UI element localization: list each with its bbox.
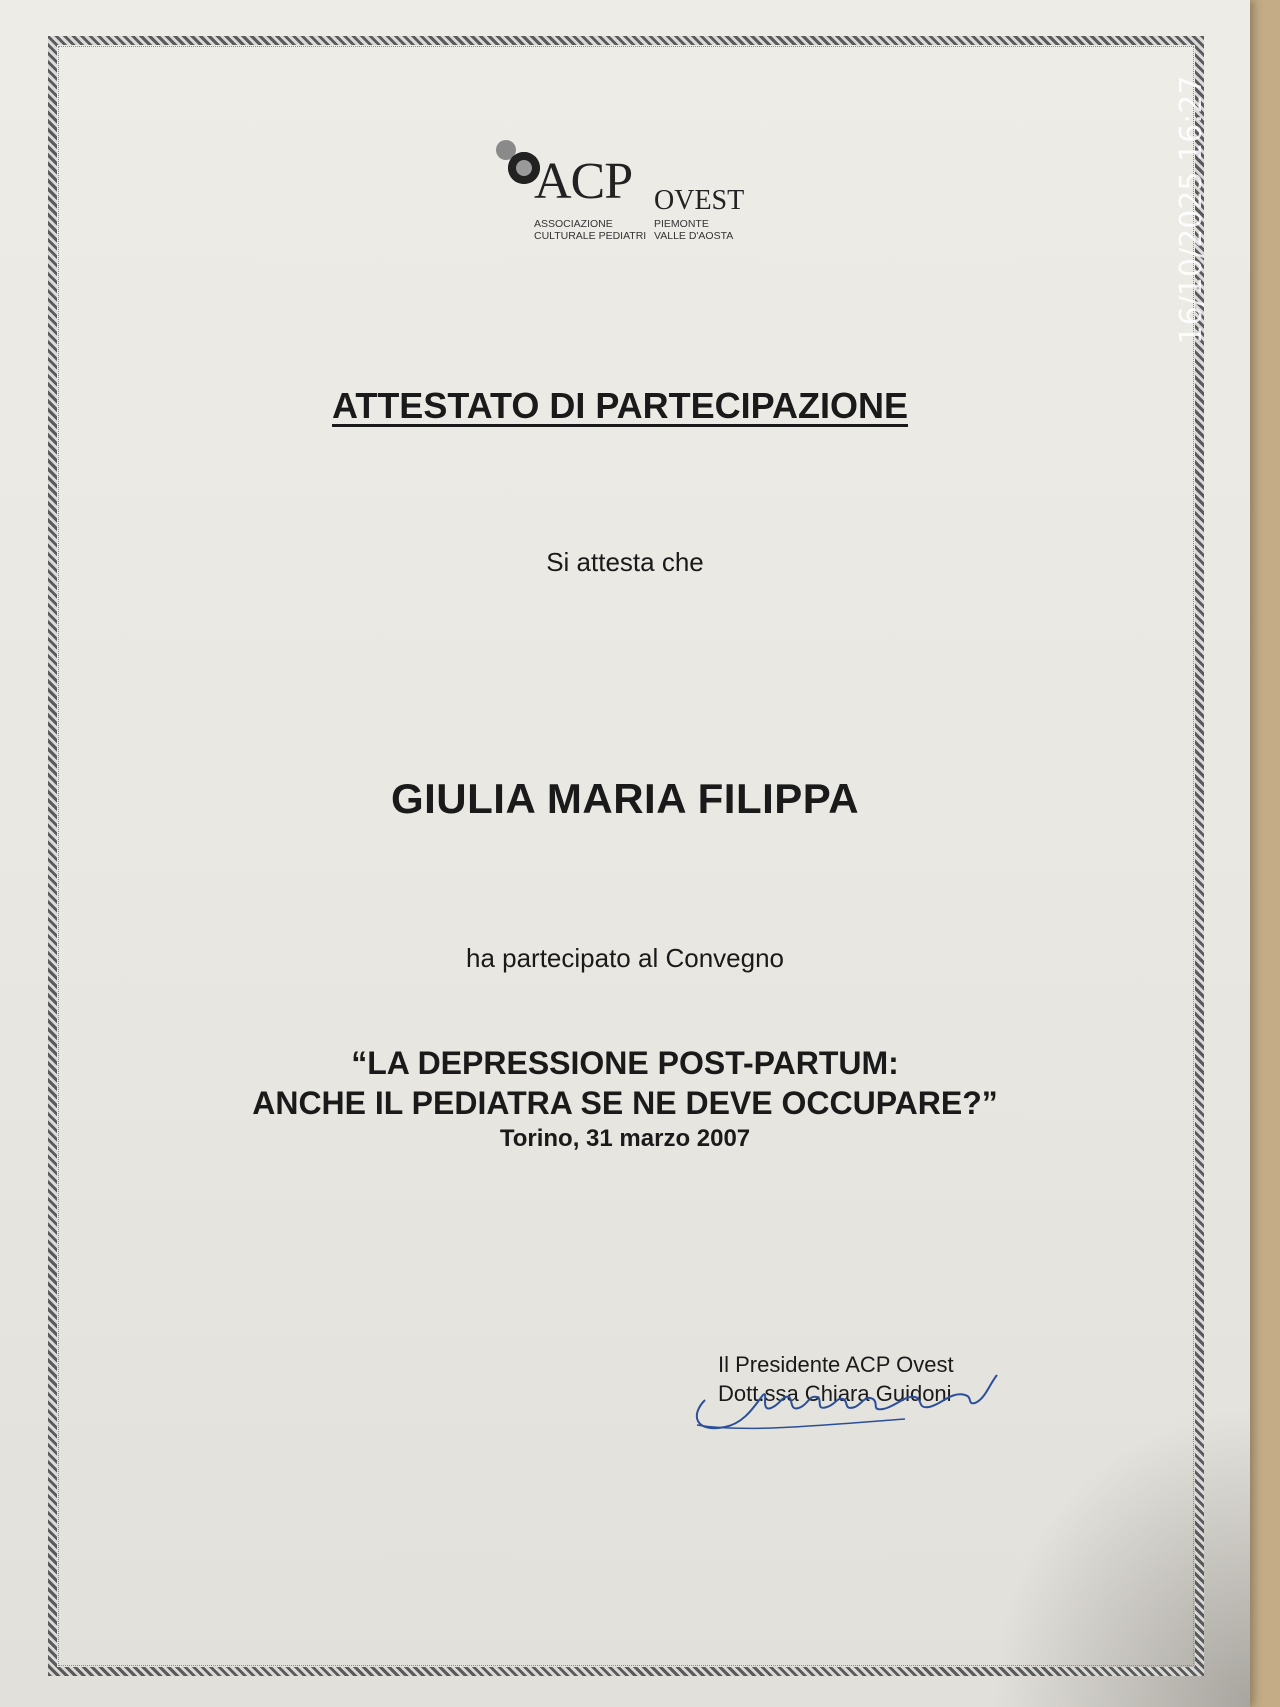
logo-subtitle-right bbox=[654, 218, 733, 242]
event-title-line1: “LA DEPRESSIONE POST-PARTUM: bbox=[351, 1045, 899, 1081]
logo-subtitle-right-line2: VALLE D'AOSTA bbox=[654, 230, 734, 242]
signatory-name: Dott.ssa Chiara Guidoni bbox=[718, 1381, 952, 1406]
signatory-role: Il Presidente ACP Ovest bbox=[718, 1352, 954, 1377]
handwritten-signature bbox=[685, 1355, 1015, 1435]
logo-subtitle-left-line1: ASSOCIAZIONE bbox=[534, 218, 613, 230]
attest-line: Si attesta che bbox=[546, 547, 704, 577]
participant-name: GIULIA MARIA FILIPPA bbox=[390, 775, 860, 822]
photo-timestamp: 16/10/2025 16:27 bbox=[1174, 75, 1209, 345]
participated-line: ha partecipato al Convegno bbox=[465, 943, 784, 973]
certificate-title: ATTESTATO DI PARTECIPAZIONE bbox=[332, 385, 908, 426]
logo-subtitle-right-line1: PIEMONTE bbox=[654, 218, 709, 230]
acp-ovest-logo bbox=[490, 138, 760, 248]
logo-subtitle-left bbox=[534, 218, 646, 242]
event-place-date: Torino, 31 marzo 2007 bbox=[499, 1125, 751, 1152]
event-title-line2: ANCHE IL PEDIATRA SE NE DEVE OCCUPARE?” bbox=[252, 1085, 998, 1121]
decorative-border-inner bbox=[58, 46, 1194, 1666]
logo-acp-text: ACP bbox=[534, 153, 633, 210]
logo-subtitle-left-line2: CULTURALE PEDIATRI bbox=[534, 230, 647, 242]
logo-ovest-text: OVEST bbox=[654, 185, 745, 216]
